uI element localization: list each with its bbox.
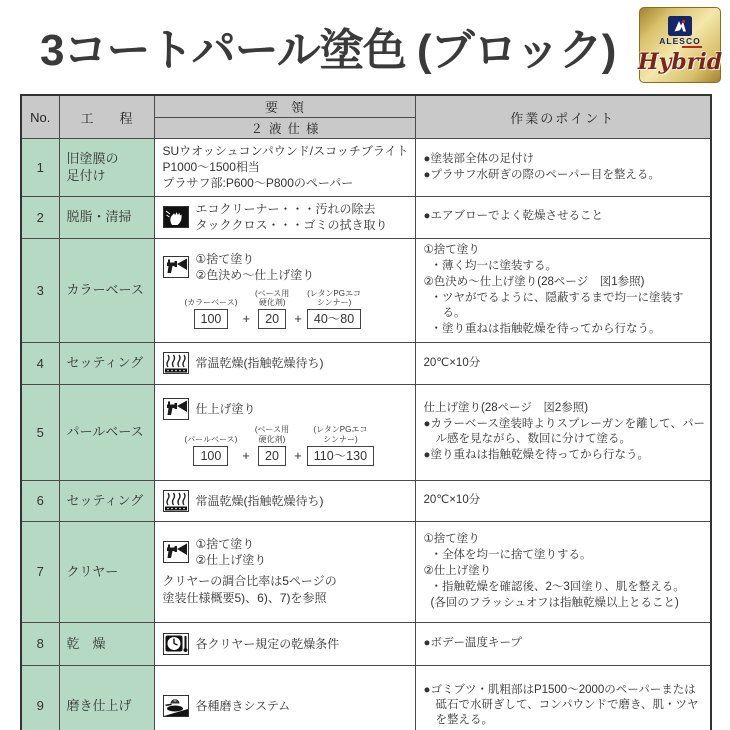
point-line: ①捨て塗り [423, 532, 480, 545]
row-number-cell: 4 [21, 342, 59, 384]
procedure-main [163, 251, 411, 283]
procedure-lines [196, 536, 267, 568]
table-row [21, 480, 711, 521]
alesco-mountain-icon [668, 16, 692, 36]
procedure-main [163, 695, 411, 717]
point-line: ②色決め～仕上げ塗り(28ページ 図1参照) [423, 275, 645, 288]
process-cell [59, 622, 154, 665]
drying-icon [163, 352, 189, 374]
procedure-lines [196, 401, 256, 417]
point-line: 20℃×10分 [423, 494, 481, 506]
spray-gun-icon [163, 256, 189, 278]
row-number-cell: 6 [21, 480, 59, 521]
table-row [21, 238, 711, 342]
procedure-line: ①捨て塗り [195, 252, 255, 267]
header-procedure: 要 領 [154, 95, 415, 118]
clock-icon [163, 633, 189, 655]
table-row [21, 342, 711, 384]
procedure-cell [154, 665, 415, 730]
procedure-line: 各クリヤー規定の乾燥条件 [195, 636, 340, 651]
procedure-main [163, 201, 411, 233]
procedure-lines [196, 201, 388, 233]
header-procedure-sub: ２液仕様 [154, 118, 415, 139]
ratio-value: 100 [193, 446, 228, 466]
procedure-main [163, 398, 411, 420]
point-line: ●プラサフ水研ぎの際のペーパー目を整える。 [423, 168, 660, 181]
process-name: 磨き仕上げ [66, 698, 132, 714]
polisher-icon [163, 695, 189, 717]
point-line: ●塗り重ねは指触乾燥を待ってから行なう。 [423, 449, 649, 462]
procedure-line: 仕上げ塗り [195, 402, 256, 417]
procedure-main [163, 143, 411, 192]
procedure-main [163, 633, 411, 655]
procedure-main [163, 490, 411, 512]
table-row [21, 196, 711, 238]
table-row [21, 139, 711, 197]
process-cell [59, 521, 154, 622]
ratio-label: (カラーベース) [184, 298, 238, 308]
drying-icon [163, 490, 189, 512]
plus-sign: + [242, 310, 251, 326]
table-header [21, 95, 711, 139]
ratio-label: (レタンPGエコ シンナー) [307, 288, 361, 308]
points-cell [415, 384, 711, 480]
spray-gun-icon [163, 398, 189, 420]
process-table [20, 94, 712, 730]
ratio-component [307, 425, 374, 465]
row-number-cell: 5 [21, 384, 59, 480]
procedure-line: ②仕上げ塗り [195, 553, 267, 568]
table-row [21, 622, 711, 665]
header-no: No. [21, 95, 59, 139]
mixing-ratio-formula [185, 425, 411, 465]
points-cell [415, 480, 711, 521]
plus-sign: + [294, 310, 302, 326]
point-line: ●塗装部全体の足付け [423, 152, 534, 165]
row-number-cell: 9 [21, 665, 59, 730]
procedure-line: ②色決め～仕上げ塗り [195, 268, 315, 283]
process-cell [59, 342, 154, 384]
procedure-line: 常温乾燥(指触乾燥待ち) [195, 356, 324, 370]
process-table-body [21, 139, 711, 730]
point-line: ・全体を均一に捨て塗りする。 [430, 548, 592, 561]
points-cell [415, 342, 711, 384]
process-cell [59, 196, 154, 238]
procedure-lines [196, 251, 315, 283]
process-name: 旧塗膜の [66, 150, 119, 166]
points-cell [415, 622, 711, 665]
process-name: パールベース [66, 424, 144, 440]
points-cell [415, 238, 711, 342]
point-line: ・ツヤがでるように、隠蔽するまで均一に塗装する。 [430, 292, 684, 320]
plus-sign: + [242, 447, 250, 463]
table-row [21, 665, 711, 730]
points-cell [415, 139, 711, 197]
ratio-value: 20 [258, 446, 286, 466]
ratio-label: (パールベース) [184, 435, 238, 445]
process-name: 脱脂・清掃 [66, 209, 132, 225]
header-points: 作業のポイント [415, 95, 711, 139]
point-line: ●カラーベース塗装時よりスプレーガンを離して、パール感を見ながら、数回に分けて塗る。 [423, 417, 705, 446]
point-line: ・薄く均一に塗装する。 [430, 259, 557, 272]
plus-sign: + [294, 447, 302, 463]
brand-name: ALESCO [659, 36, 701, 47]
ratio-value: 100 [194, 309, 229, 329]
title-bar [0, 0, 730, 94]
procedure-cell [154, 384, 415, 480]
point-line: ・塗り重ねは指触乾燥を待ってから行なう。 [430, 323, 661, 336]
product-name: Hybrid [637, 48, 723, 75]
points-cell [415, 665, 711, 730]
ratio-component [185, 435, 238, 466]
ratio-label: (ベース用 硬化剤) [255, 288, 290, 308]
point-line: ②仕上げ塗り [423, 565, 492, 577]
row-number-cell: 1 [21, 139, 59, 197]
process-name: 乾 燥 [66, 635, 106, 651]
row-number-cell: 2 [21, 196, 59, 238]
procedure-line: SUウオッシュコンパウンド/スコッチブライトP1000～1500相当 [162, 144, 409, 175]
point-line: 仕上げ塗り(28ページ 図2参照) [423, 401, 589, 414]
process-cell [59, 238, 154, 342]
table-row [21, 521, 711, 622]
spray-gun-icon [163, 541, 189, 563]
procedure-cell [154, 342, 415, 384]
procedure-main [163, 536, 411, 568]
row-number-cell: 8 [21, 622, 59, 665]
row-number-cell: 3 [21, 238, 59, 342]
procedure-lines [196, 636, 340, 652]
points-cell [415, 521, 711, 622]
process-name: クリヤー [66, 563, 119, 579]
ratio-component [255, 289, 289, 329]
mixing-ratio-formula [185, 289, 411, 329]
procedure-lines [196, 698, 291, 714]
row-number-cell: 7 [21, 521, 59, 622]
procedure-cell [154, 480, 415, 521]
ratio-label: (ベース用 硬化剤) [254, 425, 290, 445]
point-line: ●エアブローでよく乾燥させること [423, 210, 603, 223]
ratio-component [185, 298, 238, 329]
procedure-main [163, 352, 411, 374]
procedure-cell [154, 622, 415, 665]
process-name: セッティング [66, 492, 144, 508]
process-cell [59, 480, 154, 521]
ratio-value: 20 [258, 309, 286, 329]
ratio-value: 110～130 [307, 446, 374, 466]
procedure-cell [154, 521, 415, 622]
brand-logo [639, 7, 721, 83]
ratio-label: (レタンPGエコ シンナー) [313, 425, 368, 445]
procedure-note: クリヤーの調合比率は5ページの 塗装仕様概要5)、6)、7)を参照 [162, 574, 337, 606]
point-line: ①捨て塗り [423, 243, 480, 256]
ratio-component [307, 289, 361, 329]
procedure-line: ①捨て塗り [195, 537, 255, 552]
process-name: セッティング [66, 355, 144, 371]
process-name: 足付け [66, 168, 106, 184]
wiping-hand-icon [163, 206, 189, 228]
procedure-lines [196, 493, 324, 509]
procedure-lines [196, 355, 324, 371]
procedure-line: エコクリーナー・・・汚れの除去 [195, 201, 376, 216]
point-line: (各回のフラッシュオフは指触乾燥以上とること) [430, 597, 679, 610]
process-cell [59, 665, 154, 730]
procedure-cell [154, 238, 415, 342]
header-process: 工 程 [59, 95, 154, 139]
point-line: 20℃×10分 [423, 356, 481, 369]
procedure-lines [163, 143, 411, 192]
process-cell [59, 384, 154, 480]
process-cell [59, 139, 154, 197]
procedure-line: プラサフ部:P600～P800のペーパー [162, 176, 354, 191]
procedure-line: 常温乾燥(指触乾燥待ち) [195, 493, 324, 508]
procedure-line: タッククロス・・・ゴミの拭き取り [195, 218, 388, 233]
point-line: ●ボデー温度キープ [423, 637, 522, 649]
procedure-cell [154, 196, 415, 238]
ratio-component [255, 425, 289, 465]
process-name: カラーベース [66, 282, 144, 298]
procedure-line: 各種磨きシステム [195, 698, 291, 713]
point-line: ・指触乾燥を確認後、2～3回塗り、肌を整える。 [430, 581, 685, 594]
ratio-value: 40～80 [307, 309, 361, 329]
points-cell [415, 196, 711, 238]
point-line: ●ゴミブツ・肌粗部はP1500～2000のペーパーまたは砥石で水研ぎして、コンパウンドで磨き、肌・ツヤを整える。 [423, 684, 699, 727]
table-row [21, 384, 711, 480]
procedure-cell [154, 139, 415, 197]
page-title: 3コートパール塗色 (ブロック) [40, 26, 616, 75]
